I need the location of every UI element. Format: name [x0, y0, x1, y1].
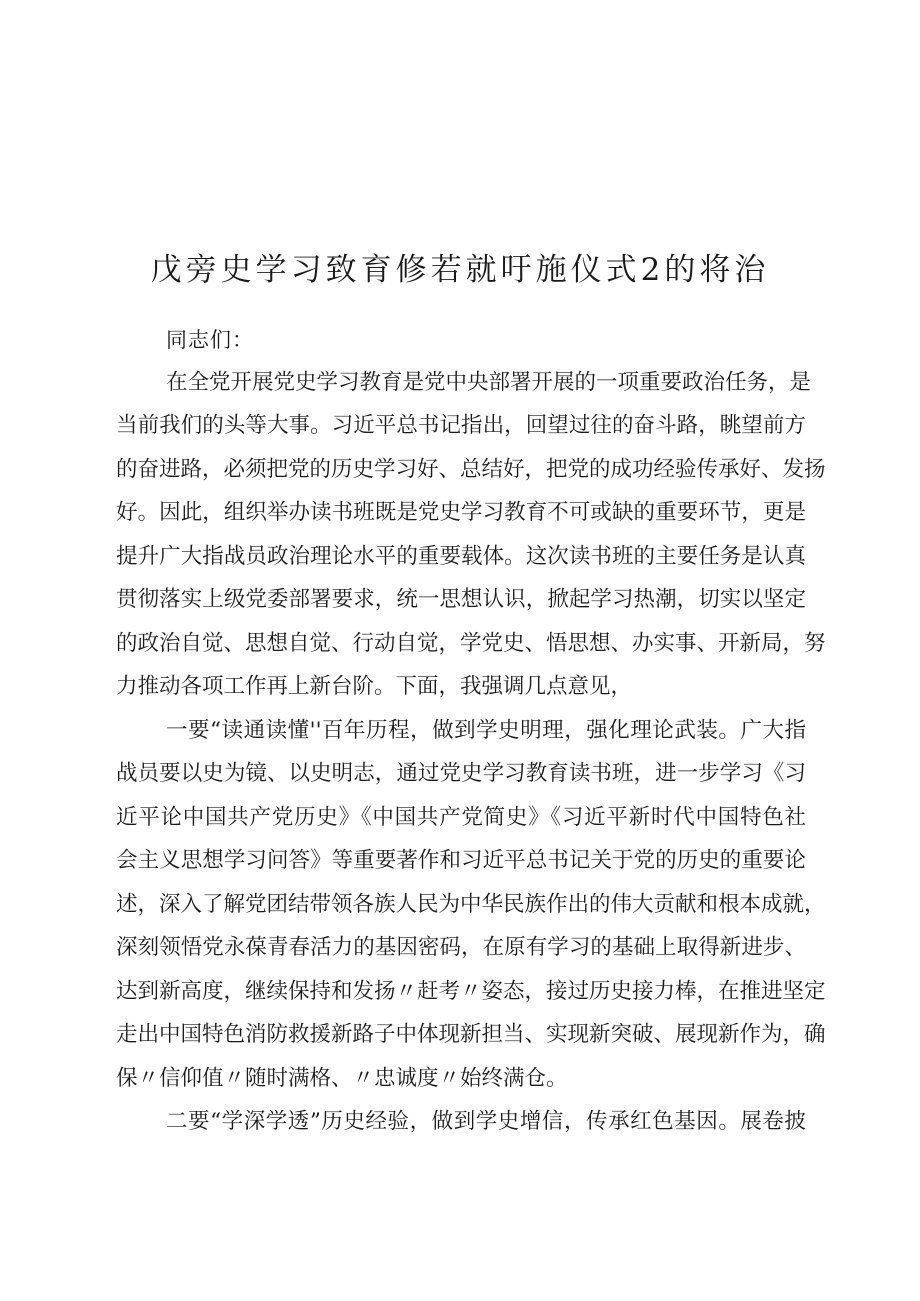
paragraph-line: 力推动各项工作再上新台阶。下面，我强调几点意见， [116, 674, 633, 699]
paragraph-line: 述，深入了解党团结带领各族人民为中华民族作出的伟大贡献和根本成就， [116, 892, 826, 917]
paragraph-line: 提升广大指战员政治理论水平的重要载体。这次读书班的主要任务是认真 [116, 544, 806, 569]
paragraph-line: 深刻领悟党永葆青春活力的基因密码，在原有学习的基础上取得新进步、 [116, 935, 806, 960]
paragraph-line: 走出中国特色消防救援新路子中体现新担当、实现新突破、展现新作为，确 [116, 1022, 826, 1047]
paragraph-line: 的奋进路，必须把党的历史学习好、总结好，把党的成功经验传承好、发扬 [116, 457, 826, 482]
paragraph-line: 保〃信仰值〃随时满格、〃忠诚度〃始终满仓。 [116, 1066, 568, 1091]
paragraph-line: 在全党开展党史学习教育是党中央部署开展的一项重要政治任务，是 [166, 370, 812, 395]
paragraph-line: 一要“读通读懂''百年历程，做到学史明理，强化理论武装。广大指 [166, 718, 806, 743]
paragraph-line: 战员要以史为镜、以史明志，通过党史学习教育读书班，进一步学习《习 [116, 761, 806, 786]
paragraph-line: 当前我们的头等大事。习近平总书记指出，回望过往的奋斗路，眺望前方 [116, 413, 806, 438]
paragraph-line: 会主义思想学习问答》等重要著作和习近平总书记关于党的历史的重要论 [116, 848, 806, 873]
paragraph-line: 二要“学深学透”历史经验，做到学史增信，传承红色基因。展卷披 [166, 1109, 806, 1134]
paragraph-line: 近平论中国共产党历史》《中国共产党简史》《习近平新时代中国特色社 [116, 805, 806, 830]
paragraph-line: 的政治自觉、思想自觉、行动自觉，学党史、悟思想、办实事、开新局，努 [116, 631, 826, 656]
paragraph-line: 达到新高度，继续保持和发扬〃赶考〃姿态，接过历史接力棒，在推进坚定 [116, 979, 826, 1004]
salutation: 同志们： [166, 328, 254, 352]
paragraph-line: 贯彻落实上级党委部署要求，统一思想认识，掀起学习热潮，切实以坚定 [116, 587, 806, 612]
paragraph-line: 好。因此，组织举办读书班既是党史学习教育不可或缺的重要环节，更是 [116, 500, 806, 525]
document-title: 戊旁史学习致育修若就吁施仪式2的将治 [150, 252, 770, 288]
